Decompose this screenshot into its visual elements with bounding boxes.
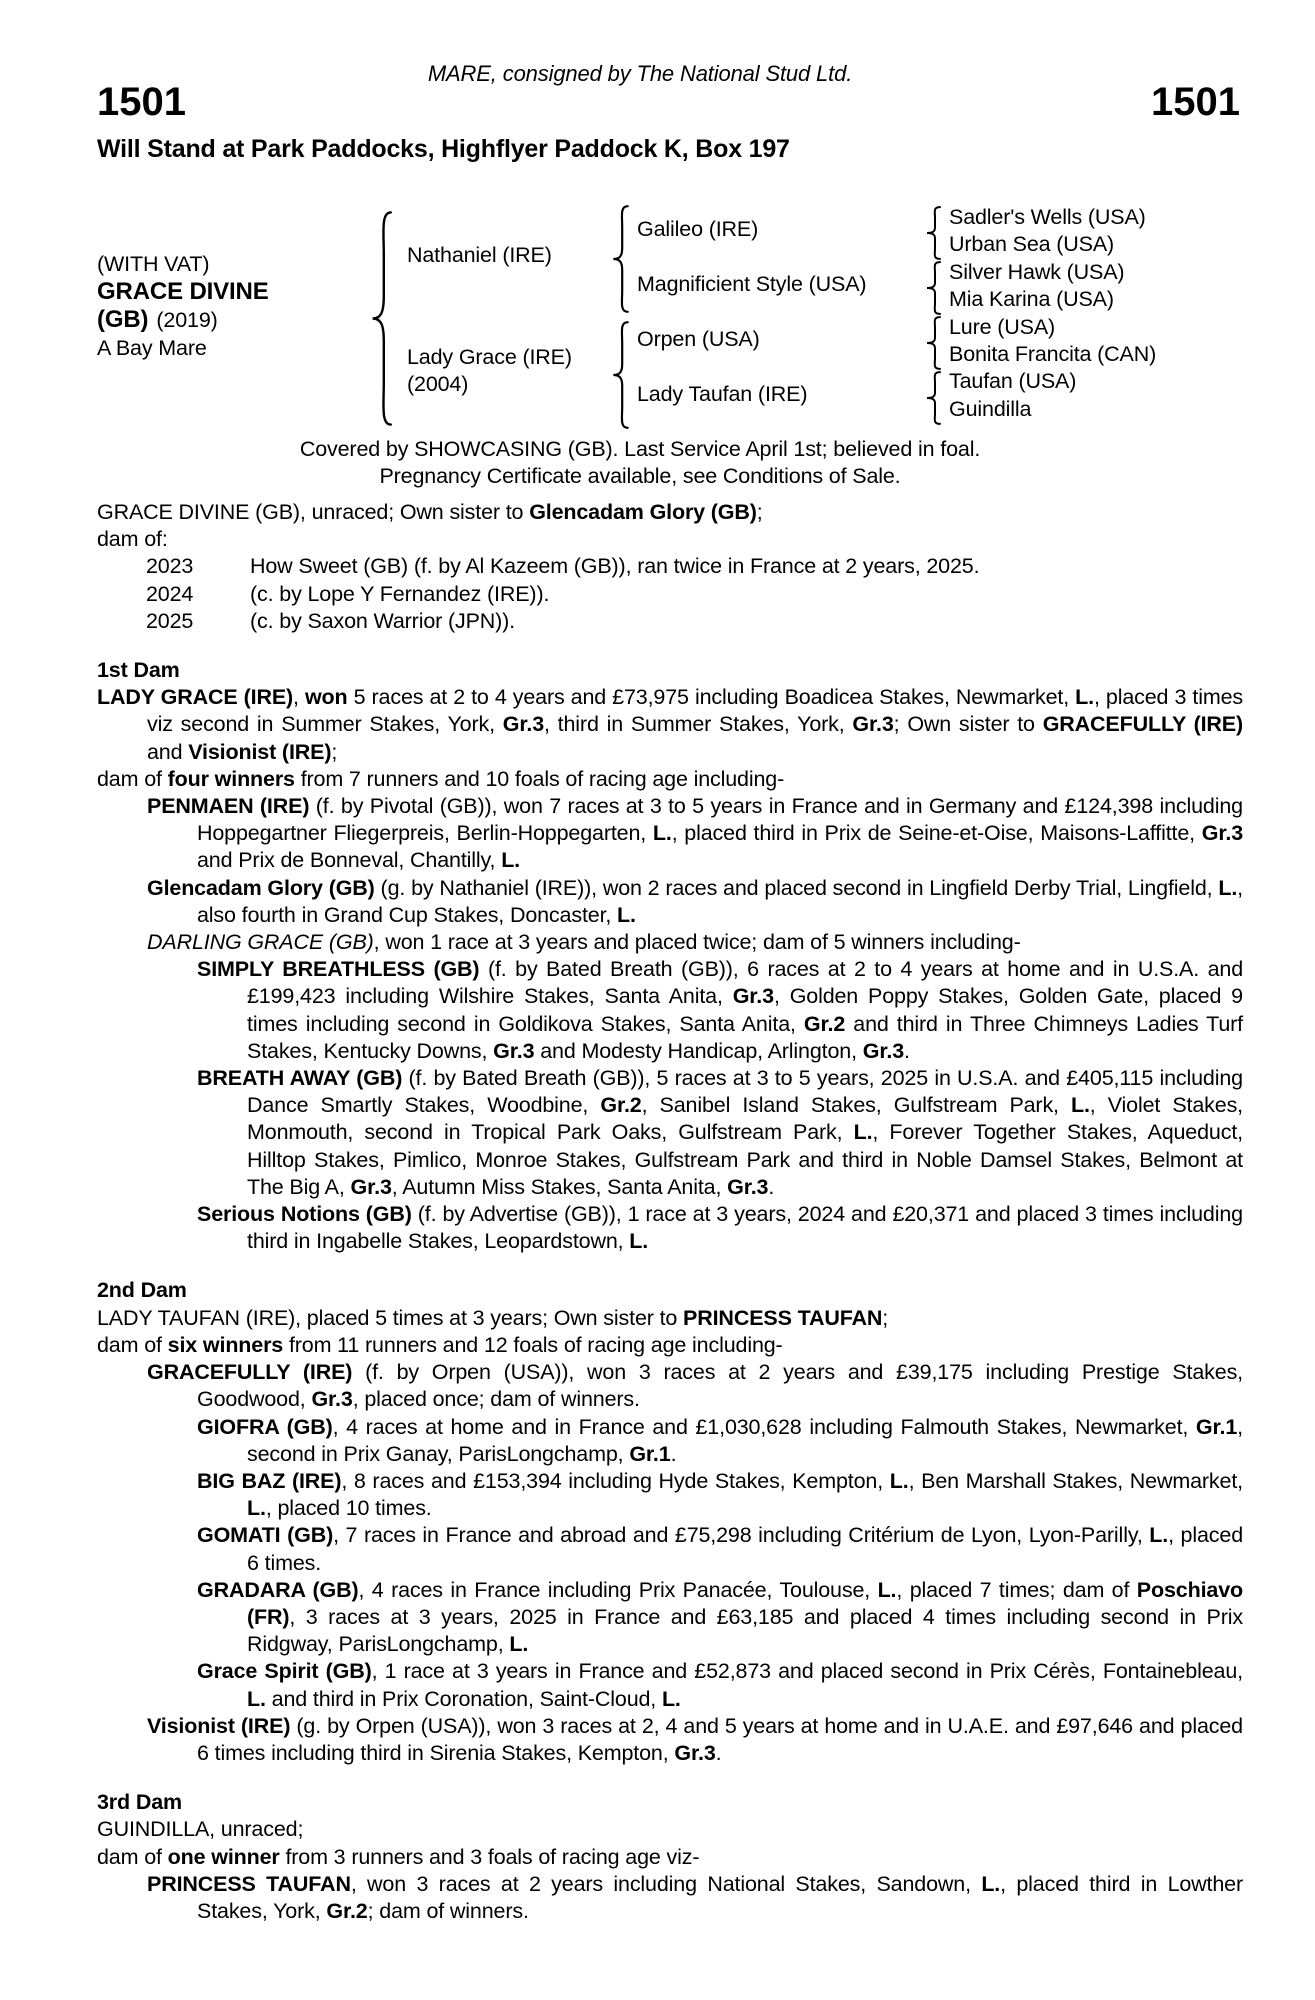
produce-text: (c. by Lope Y Fernandez (IRE)). [250,581,550,606]
pedigree-table [97,204,1243,444]
covering-line-2: Pregnancy Certificate available, see Conditions of Sale. [379,464,901,489]
paragraph-lady-grace: LADY GRACE (IRE), won 5 races at 2 to 4 years and £73,975 including Boadicea Stakes, Newmarket, L., placed 3 times viz second in Summer Stakes, York, Gr.3, third in Summer Stakes, York, Gr.3; Own sister to GRACEFULLY (IRE) and Visionist (IRE); [97,685,1243,764]
gen4-name-sadlers-wells: Sadler's Wells (USA) [949,205,1146,229]
section-heading-2nd-dam: 2nd Dam [97,1278,187,1303]
dam-name: Lady Grace (IRE) [407,345,572,369]
paragraph-gradara: GRADARA (GB), 4 races in France including Prix Panacée, Toulouse, L., placed 7 times; dam of Poschiavo (FR), 3 races at 3 years, 2025 in France and £63,185 and placed 4 times including second in Prix Ridgway, ParisLongchamp, L. [197,1577,1243,1657]
paragraph-guindilla: GUINDILLA, unraced; [97,1817,304,1842]
subject-block [97,250,269,362]
paragraph-serious-notions: Serious Notions (GB) (f. by Advertise (GB)), 1 race at 3 years, 2024 and £20,371 and placed 3 times including third in Ingabelle Stakes, Leopardstown, L. [197,1202,1243,1254]
subject-suffix-year [97,306,269,334]
paragraph-gracefully: GRACEFULLY (IRE) (f. by Orpen (USA)), won 3 races at 2 years and £39,175 including Prestige Stakes, Goodwood, Gr.3, placed once; dam of winners. [147,1360,1244,1412]
paragraph-grace-spirit: Grace Spirit (GB), 1 race at 3 years in France and £52,873 and placed second in Prix Cérès, Fontainebleau, L. and third in Prix Coronation, Saint-Cloud, L. [197,1659,1243,1711]
gen4-name-mia-karina: Mia Karina (USA) [949,287,1114,311]
gen4-name-bonita-francita: Bonita Francita (CAN) [949,342,1157,366]
produce-year: 2025 [146,608,194,633]
produce-year: 2024 [146,581,194,606]
paragraph-princess-taufan: PRINCESS TAUFAN, won 3 races at 2 years including National Stakes, Sandown, L., placed third in Lowther Stakes, York, Gr.2; dam of winners. [147,1871,1244,1923]
gen4-name-taufan: Taufan (USA) [949,369,1077,393]
covering-line-1: Covered by SHOWCASING (GB). Last Service April 1st; believed in foal. [299,437,981,461]
produce-record-row [97,608,1243,635]
gen3-brace-1 [923,206,943,260]
paragraph-breath-away: BREATH AWAY (GB) (f. by Bated Breath (GB)), 5 races at 3 to 5 years, 2025 in U.S.A. and £405,115 including Dance Smartly Stakes, Woodbine, Gr.2, Sanibel Island Stakes, Gulfstream Park, L., Violet Stakes, Monmouth, second in Tropical Park Oaks, Gulfstream Park, L., Forever Together Stakes, Aqueduct, Hilltop Stakes, Pimlico, Monroe Stakes, Gulfstream Park and third in Noble Damsel Stakes, Belmont at The Big A, Gr.3, Autumn Miss Stakes, Santa Anita, Gr.3. [197,1066,1243,1199]
gen3-name-lady-taufan: Lady Taufan (IRE) [637,382,808,406]
subject-name: GRACE DIVINE [97,278,269,305]
covering-statement [40,436,1240,490]
produce-text: How Sweet (GB) (f. by Al Kazeem (GB)), ran twice in France at 2 years, 2025. [250,554,980,579]
paragraph-giofra: GIOFRA (GB), 4 races at home and in France and £1,030,628 including Falmouth Stakes, Newmarket, Gr.1, second in Prix Ganay, ParisLongchamp, Gr.1. [197,1414,1243,1466]
produce-record-row [97,581,1243,608]
paragraph-lady-taufan: LADY TAUFAN (IRE), placed 5 times at 3 years; Own sister to PRINCESS TAUFAN; [97,1305,889,1330]
paragraph-darling-grace: DARLING GRACE (GB), won 1 race at 3 years and placed twice; dam of 5 winners including- [147,930,1021,955]
gen3-brace-2 [923,261,943,315]
consignor-line: MARE, consigned by The National Stud Ltd. [427,61,853,86]
section-heading-1st-dam: 1st Dam [97,658,180,683]
paragraph-simply-breathless: SIMPLY BREATHLESS (GB) (f. by Bated Breath (GB)), 6 races at 2 to 4 years at home and in U.S.A. and £199,423 including Wilshire Stakes, Santa Anita, Gr.3, Golden Poppy Stakes, Golden Gate, placed 9 times including second in Goldikova Stakes, Santa Anita, Gr.2 and third in Three Chimneys Ladies Turf Stakes, Kentucky Downs, Gr.3 and Modesty Handicap, Arlington, Gr.3. [197,957,1244,1063]
gen3-brace-4 [923,371,943,425]
gen4-name-silver-hawk: Silver Hawk (USA) [949,260,1125,284]
paragraph-dam-of-six: dam of six winners from 11 runners and 12 foals of racing age including- [97,1332,783,1357]
vat-note: (WITH VAT) [97,252,210,276]
gen2-brace-sire [609,204,631,314]
paragraph-penmaen: PENMAEN (IRE) (f. by Pivotal (GB)), won 7 races at 3 to 5 years in France and in Germany and £124,398 including Hoppegartner Fliegerpreis, Berlin-Hoppegarten, L., placed third in Prix de Seine-et-Oise, Maisons-Laffitte, Gr.3 and Prix de Bonneval, Chantilly, L. [147,794,1244,873]
paragraph-big-baz: BIG BAZ (IRE), 8 races and £153,394 including Hyde Stakes, Kempton, L., Ben Marshall Stakes, Newmarket, L., placed 10 times. [197,1468,1243,1521]
dam-block [407,344,572,398]
section-heading-3rd-dam: 3rd Dam [97,1790,182,1815]
gen3-name-orpen: Orpen (USA) [637,327,760,351]
gen3-name-magnificient: Magnificient Style (USA) [637,272,867,296]
stand-location-line: Will Stand at Park Paddocks, Highflyer Paddock K, Box 197 [97,135,790,163]
produce-dam-of-label: dam of: [97,527,168,552]
produce-text: (c. by Saxon Warrior (JPN)). [250,608,515,633]
gen4-name-urban-sea: Urban Sea (USA) [949,232,1115,256]
gen4-name-lure: Lure (USA) [949,315,1056,339]
subject-suffix: (GB) [97,306,149,333]
produce-intro: GRACE DIVINE (GB), unraced; Own sister to Glencadam Glory (GB); [97,500,763,524]
gen4-name-guindilla: Guindilla [949,397,1032,421]
lot-number-right: 1501 [1151,80,1240,124]
gen3-brace-3 [923,316,943,370]
subject-foaling-year: (2019) [156,308,218,332]
sire-name: Nathaniel (IRE) [407,243,552,267]
paragraph-dam-of-one: dam of one winner from 3 runners and 3 foals of racing age viz- [97,1844,700,1869]
gen1-brace [367,208,395,429]
produce-record-row [97,553,1243,580]
paragraph-gomati: GOMATI (GB), 7 races in France and abroad and £75,298 including Critérium de Lyon, Lyon-Parilly, L., placed 6 times. [197,1523,1243,1575]
catalogue-body [97,499,1243,1925]
produce-year: 2023 [146,554,194,579]
paragraph-visionist: Visionist (IRE) (g. by Orpen (USA)), won 3 races at 2, 4 and 5 years at home and in U.A.E. and £97,646 and placed 6 times including third in Sirenia Stakes, Kempton, Gr.3. [147,1713,1243,1765]
paragraph-glencadam-glory: Glencadam Glory (GB) (g. by Nathaniel (IRE)), won 2 races and placed second in Lingfield Derby Trial, Lingfield, L., also fourth in Grand Cup Stakes, Doncaster, L. [147,875,1243,927]
lot-number-left: 1501 [97,80,186,124]
gen3-name-galileo: Galileo (IRE) [637,217,759,241]
subject-description: A Bay Mare [97,336,207,360]
paragraph-dam-of-four: dam of four winners from 7 runners and 10 foals of racing age including- [97,766,785,791]
gen2-brace-dam [609,320,631,430]
dam-year: (2004) [407,372,469,397]
